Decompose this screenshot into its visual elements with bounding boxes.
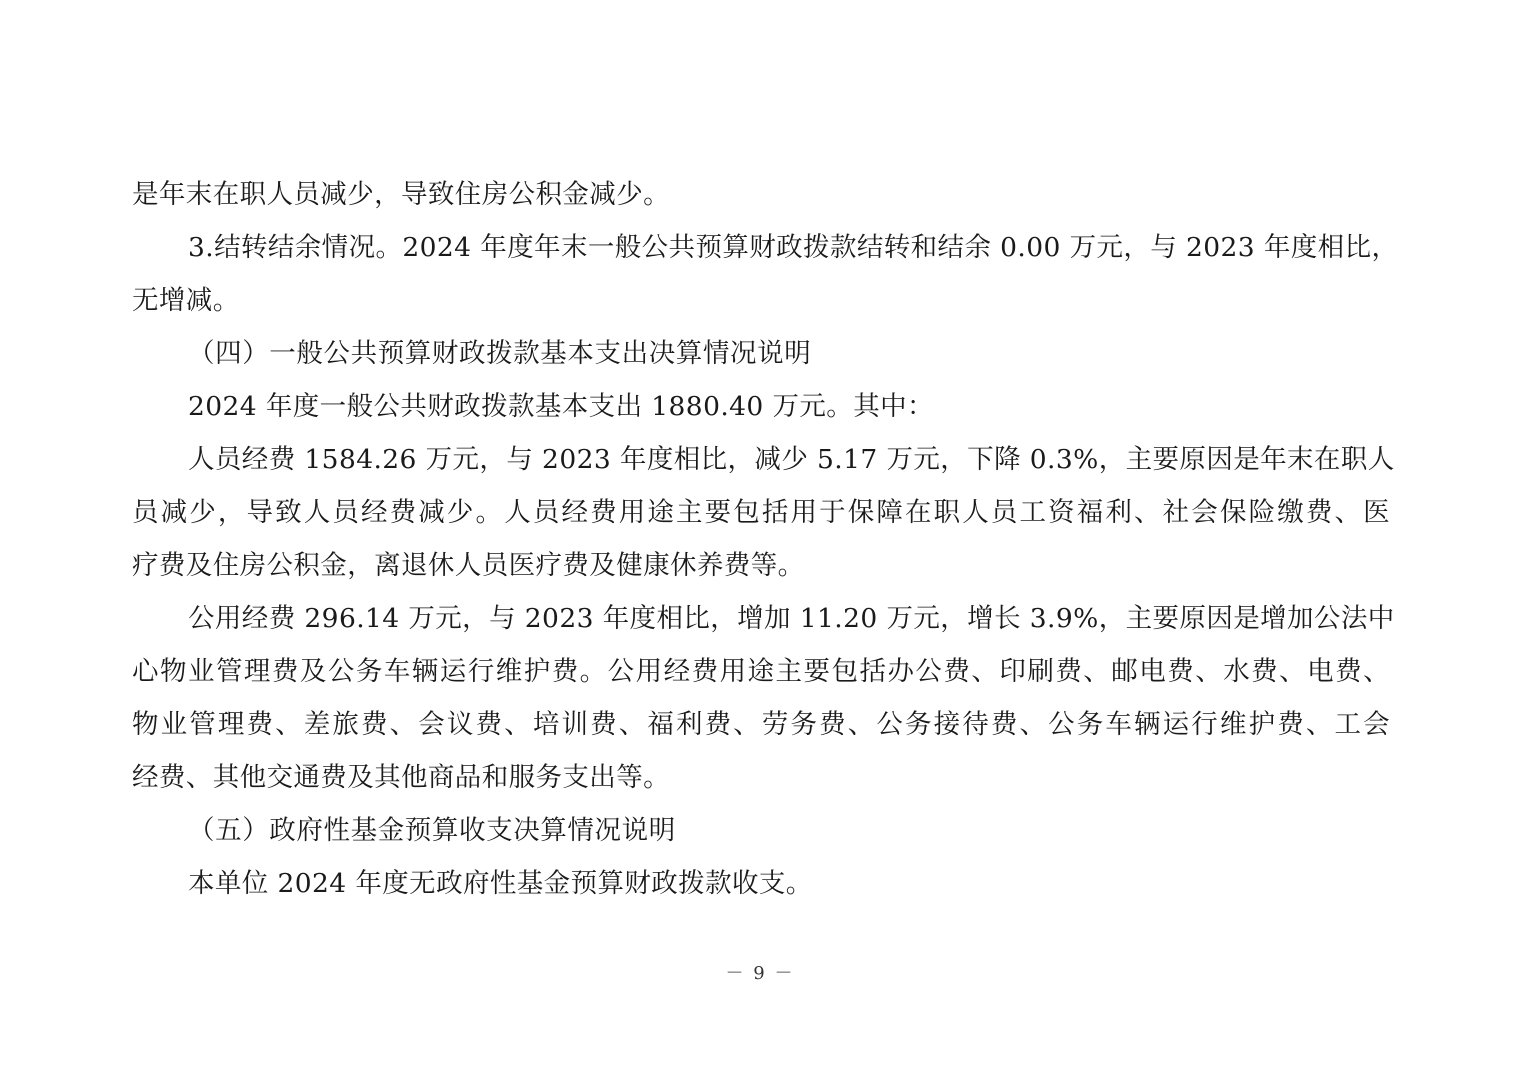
paragraph-line: 是年末在职人员减少，导致住房公积金减少。 (132, 179, 670, 210)
paragraph-line: 2024 年度一般公共财政拨款基本支出 1880.40 万元。其中： (188, 391, 934, 422)
section-heading: （四）一般公共预算财政拨款基本支出决算情况说明 (188, 338, 812, 369)
paragraph-line: 心物业管理费及公务车辆运行维护费。公用经费用途主要包括办公费、印刷费、邮电费、水费、电费、 (132, 656, 1390, 687)
document-body (132, 168, 1399, 910)
paragraph-line: 物业管理费、差旅费、会议费、培训费、福利费、劳务费、公务接待费、公务车辆运行维护费、工会 (132, 709, 1390, 740)
paragraph-line: 公用经费 296.14 万元，与 2023 年度相比，增加 11.20 万元，增长 3.9%，主要原因是增加公法中 (188, 603, 1395, 634)
paragraph-line: 本单位 2024 年度无政府性基金预算财政拨款收支。 (188, 868, 813, 899)
paragraph-line: 无增减。 (132, 285, 240, 316)
paragraph-line: 经费、其他交通费及其他商品和服务支出等。 (132, 762, 670, 793)
paragraph-line: 人员经费 1584.26 万元，与 2023 年度相比，减少 5.17 万元，下降 0.3%，主要原因是年末在职人 (188, 444, 1395, 475)
paragraph-line: 疗费及住房公积金，离退休人员医疗费及健康休养费等。 (132, 550, 805, 581)
section-heading: （五）政府性基金预算收支决算情况说明 (188, 815, 676, 846)
paragraph-line: 3.结转结余情况。2024 年度年末一般公共预算财政拨款结转和结余 0.00 万元，与 2023 年度相比， (188, 232, 1399, 263)
paragraph-line: 员减少，导致人员经费减少。人员经费用途主要包括用于保障在职人员工资福利、社会保险缴费、医 (132, 497, 1390, 528)
page-number: － 9 － (725, 963, 795, 984)
